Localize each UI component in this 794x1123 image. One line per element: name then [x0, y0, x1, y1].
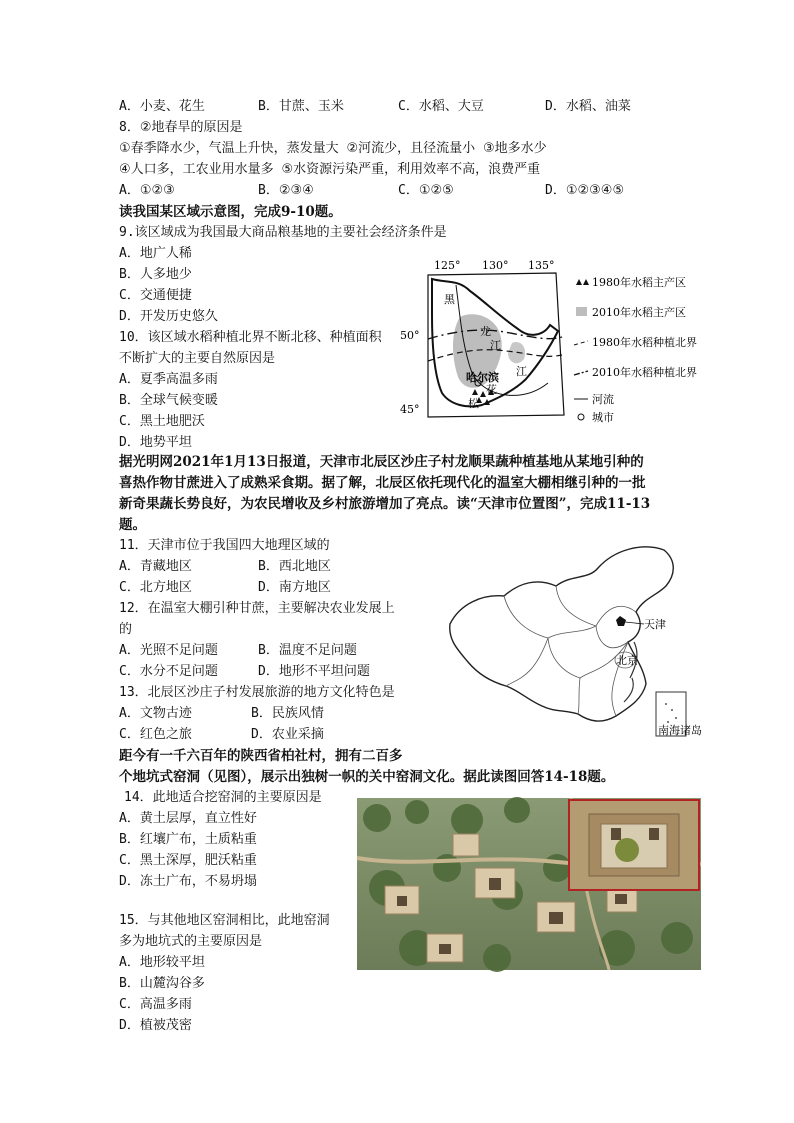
intro-11-13-line-4: 题。	[119, 517, 146, 533]
q10-option-d: D．地势平坦	[119, 435, 192, 450]
tianjin-location-map-figure	[430, 538, 702, 742]
q9-stem: 9.该区域成为我国最大商品粮基地的主要社会经济条件是	[119, 225, 447, 240]
q9-option-c: C．交通便捷	[119, 288, 192, 303]
q8-option-b: B．②③④	[258, 183, 314, 198]
lon-135-label: 135°	[528, 259, 555, 272]
q14-option-c: C．黑土深厚，肥沃粘重	[119, 853, 257, 868]
tianjin-location-map	[430, 538, 702, 742]
lon-130-label: 130°	[482, 259, 509, 272]
q7-option-a: A．小麦、花生	[119, 99, 205, 114]
q10-option-b: B．全球气候变暖	[119, 393, 218, 408]
q10-option-c: C．黑土地肥沃	[119, 414, 205, 429]
q8-stem: 8．②地春旱的原因是	[119, 120, 243, 135]
q7-option-b: B．甘蔗、玉米	[258, 99, 344, 114]
rice-region-map-figure	[398, 255, 710, 425]
intro-14-18-line-1: 距今有一千六百年的陕西省柏社村，拥有二百多	[119, 748, 403, 764]
q15-option-a: A．地形较平坦	[119, 955, 205, 970]
legend-river: 河流	[592, 393, 614, 406]
map1-legend	[574, 275, 697, 424]
label-harbin: 哈尔滨	[466, 371, 499, 384]
inset-label: 南海诸岛	[658, 724, 702, 737]
lon-125-label: 125°	[434, 259, 461, 272]
q8-statement-line-1: ①春季降水少，气温上升快，蒸发量大 ②河流少，且径流量小 ③地多水少	[119, 141, 547, 156]
rice-region-map	[398, 255, 710, 425]
q10-stem-line-2: 不断扩大的主要自然原因是	[119, 351, 276, 366]
q14-option-b: B．红壤广布，土质粘重	[119, 832, 257, 847]
legend-1980-boundary: 1980年水稻种植北界	[592, 336, 697, 349]
intro-11-13-line-1: 据光明网2021年1月13日报道，天津市北辰区沙庄子村龙顺果蔬种植基地从某地引种的	[119, 454, 644, 470]
q7-option-c: C．水稻、大豆	[398, 99, 484, 114]
q12-stem-line-1: 12．在温室大棚引种甘蔗，主要解决农业发展上	[119, 601, 395, 616]
q8-option-c: C．①②⑤	[398, 183, 454, 198]
q15-stem-line-2: 多为地坑式的主要原因是	[119, 934, 263, 949]
q10-option-a: A．夏季高温多雨	[119, 372, 218, 387]
q14-stem: 14．此地适合挖窑洞的主要原因是	[124, 790, 322, 805]
q10-stem-line-1: 10．该区域水稻种植北界不断北移、种植面积	[119, 330, 382, 345]
q9-option-a: A．地广人稀	[119, 246, 192, 261]
q12-option-b: B．温度不足问题	[258, 643, 357, 658]
q14-option-a: A．黄土层厚，直立性好	[119, 811, 257, 826]
q15-option-c: C．高温多雨	[119, 997, 192, 1012]
legend-2010-boundary: 2010年水稻种植北界	[592, 366, 697, 379]
label-hua: 花	[486, 383, 497, 396]
q15-stem-line-1: 15．与其他地区窑洞相比，此地窑洞	[119, 913, 330, 928]
label-jiang-2: 江	[516, 365, 527, 378]
intro-11-13-line-3: 新奇果蔬长势良好，为农民增收及乡村旅游增加了亮点。读“天津市位置图”，完成11-13	[119, 496, 651, 512]
legend-2010-area: 2010年水稻主产区	[592, 306, 686, 319]
q12-option-c: C．水分不足问题	[119, 664, 218, 679]
intro-11-13-line-2: 喜热作物甘蔗进入了成熟采食期。据了解，北辰区依托现代化的温室大棚相继引种的一批	[119, 475, 646, 491]
q13-option-c: C．红色之旅	[119, 727, 192, 742]
q12-option-d: D．地形不平坦问题	[258, 664, 370, 679]
q13-option-d: D．农业采摘	[251, 727, 324, 742]
q11-option-b: B．西北地区	[258, 559, 331, 574]
q8-statement-line-2: ④人口多，工农业用水量多 ⑤水资源污染严重，利用效率不高，浪费严重	[119, 162, 541, 177]
legend-city: 城市	[592, 411, 614, 424]
label-long: 龙	[480, 325, 491, 338]
q8-option-d: D．①②③④⑤	[545, 183, 625, 198]
intro-14-18-line-2: 个地坑式窑洞（见图），展示出独树一帜的关中窑洞文化。据此读图回答14-18题。	[119, 769, 615, 785]
lat-45-label: 45°	[400, 403, 420, 416]
label-hei: 黑	[444, 293, 455, 306]
label-beijing: 北京	[616, 654, 638, 667]
q14-option-d: D．冻土广布，不易坍塌	[119, 874, 257, 889]
q13-option-b: B．民族风情	[251, 706, 324, 721]
q11-option-c: C．北方地区	[119, 580, 192, 595]
legend-1980-area: 1980年水稻主产区	[592, 276, 686, 289]
label-song: 松	[468, 397, 479, 410]
q11-stem: 11．天津市位于我国四大地理区域的	[119, 538, 330, 553]
q11-option-a: A．青藏地区	[119, 559, 192, 574]
q15-option-d: D．植被茂密	[119, 1018, 192, 1033]
q12-option-a: A．光照不足问题	[119, 643, 218, 658]
q7-option-d: D．水稻、油菜	[545, 99, 631, 114]
label-tianjin: 天津	[644, 618, 666, 631]
label-jiang-1: 江	[490, 339, 501, 352]
q9-option-b: B．人多地少	[119, 267, 192, 282]
cave-dwelling-photo	[357, 798, 701, 970]
intro-9-10: 读我国某区域示意图，完成9-10题。	[119, 204, 342, 220]
q13-stem: 13．北辰区沙庄子村发展旅游的地方文化特色是	[119, 685, 395, 700]
lat-50-label: 50°	[400, 329, 420, 342]
q9-option-d: D．开发历史悠久	[119, 309, 218, 324]
q12-stem-line-2: 的	[119, 622, 133, 637]
q8-option-a: A．①②③	[119, 183, 175, 198]
q15-option-b: B．山麓沟谷多	[119, 976, 205, 991]
q11-option-d: D．南方地区	[258, 580, 331, 595]
q13-option-a: A．文物古迹	[119, 706, 192, 721]
